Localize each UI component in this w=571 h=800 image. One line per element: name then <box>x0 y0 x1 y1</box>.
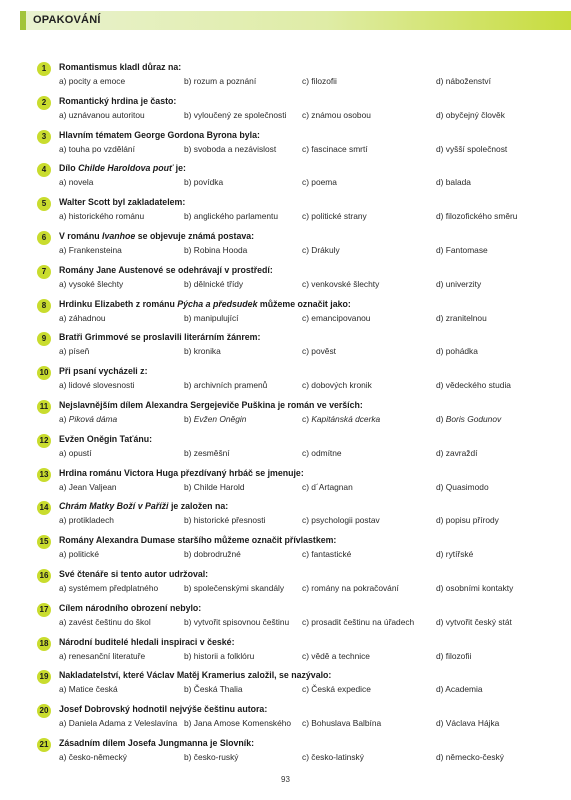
answer-option: c) Bohuslava Balbína <box>302 718 382 729</box>
question-number-badge: 18 <box>37 637 51 651</box>
answer-option: d) zranitelnou <box>436 312 487 323</box>
question-number-badge: 6 <box>37 231 51 245</box>
question-text-pre: Evžen Oněgin Taťánu: <box>59 433 153 444</box>
answer-option <box>302 414 380 425</box>
answer-options <box>0 245 571 257</box>
answer-option: a) systémem předplatného <box>59 583 159 593</box>
answer-option: d) Fantomase <box>436 245 488 255</box>
question-text-pre: Romantismus kladl důraz na: <box>59 62 182 72</box>
answer-option: a) Frankensteina <box>59 245 122 255</box>
answer-option: d) pohádka <box>436 346 478 357</box>
answer-options <box>0 279 571 291</box>
question-number-badge: 9 <box>37 332 51 346</box>
answer-options <box>0 313 571 325</box>
question-number-badge: 7 <box>37 265 51 279</box>
answer-option: d) německo-český <box>436 752 504 762</box>
answer-option: d) vyšší společnost <box>436 143 508 154</box>
answer-option: b) dobrodružné <box>184 549 241 560</box>
answer-option: b) vyloučený ze společnosti <box>184 109 287 120</box>
answer-option: a) opustí <box>59 447 92 458</box>
answer-option: c) Drákuly <box>302 245 340 255</box>
answer-option: d) obyčejný člověk <box>436 109 505 120</box>
question-text-post: je: <box>173 163 186 174</box>
answer-option: b) rozum a poznání <box>184 76 257 86</box>
answer-option: c) venkovské šlechty <box>302 278 380 289</box>
question-text-pre: Hrdina románu Victora Huga přezdívaný hrbáč se jmenuje: <box>59 467 304 478</box>
answer-option: a) Daniela Adama z Veleslavína <box>59 718 178 729</box>
answer-option: d) zavraždí <box>436 447 478 458</box>
answer-option: b) historii a folklóru <box>184 650 255 661</box>
answer-option: d) balada <box>436 177 471 188</box>
question-text-post: se objevuje známá postava: <box>135 231 255 241</box>
question-text <box>59 400 363 411</box>
answer-option: d) univerzity <box>436 278 482 289</box>
answer-option: c) filozofii <box>302 76 337 86</box>
answer-option: c) fascinace smrtí <box>302 143 368 154</box>
answer-options <box>0 651 571 663</box>
answer-option: c) psychologii postav <box>302 515 380 526</box>
answer-option: a) zavést češtinu do škol <box>59 616 151 627</box>
answer-option: b) Robina Hooda <box>184 245 248 255</box>
answer-option: a) pocity a emoce <box>59 76 126 86</box>
question-number-badge: 14 <box>37 501 51 515</box>
answer-options <box>0 177 571 189</box>
answer-option: d) vytvořit český stát <box>436 616 512 627</box>
answer-options <box>0 718 571 730</box>
answer-option-title: Boris Godunov <box>445 414 502 424</box>
answer-option: a) česko-německý <box>59 752 127 762</box>
question-text-pre: Nejslavnějším dílem Alexandra Sergejeviče Puškina je román ve verších: <box>59 400 363 410</box>
answer-option: d) Quasimodo <box>436 481 489 492</box>
question-item <box>0 637 571 667</box>
answer-options <box>0 482 571 494</box>
answer-option: d) Academia <box>436 684 483 695</box>
answer-option: b) česko-ruský <box>184 752 239 762</box>
answer-option-title: Piková dáma <box>68 414 118 424</box>
question-item <box>0 535 571 565</box>
question-item <box>0 163 571 193</box>
answer-option-title: Evžen Oněgin <box>193 414 247 424</box>
question-text <box>59 704 267 715</box>
question-text-italic: Ivanhoe <box>102 231 136 241</box>
answer-option: c) odmítne <box>302 447 342 458</box>
answer-option: d) filozofického směru <box>436 211 518 222</box>
answer-option: b) archivních pramenů <box>184 380 268 391</box>
question-item <box>0 738 571 768</box>
answer-option: b) vytvořit spisovnou češtinu <box>184 616 290 627</box>
question-number-badge: 19 <box>37 670 51 684</box>
question-text-pre: Josef Dobrovský hodnotil nejvýše češtinu autora: <box>59 704 268 715</box>
question-text <box>59 96 176 107</box>
answer-option: b) manipulující <box>184 312 239 323</box>
answer-option: a) Jean Valjean <box>59 481 117 492</box>
question-number-badge: 10 <box>37 366 51 380</box>
question-number-badge: 1 <box>37 62 51 76</box>
answer-option-letter: b) <box>184 414 194 424</box>
answer-option: c) Česká expedice <box>302 684 371 695</box>
answer-option: a) vysoké šlechty <box>59 278 124 289</box>
answer-option: b) Jana Amose Komenského <box>184 718 292 729</box>
answer-option: c) politické strany <box>302 211 367 222</box>
answer-option: c) dobových kronik <box>302 380 372 391</box>
answer-option: c) romány na pokračování <box>302 583 399 593</box>
answer-option: c) vědě a technice <box>302 650 370 661</box>
answer-option: c) česko-latinský <box>302 752 364 762</box>
answer-option: d) rytířské <box>436 549 474 560</box>
question-text-pre: Romány Alexandra Dumase staršího můžeme označit přívlastkem: <box>59 535 337 546</box>
answer-options <box>0 144 571 156</box>
question-text <box>59 299 351 310</box>
question-item <box>0 468 571 498</box>
question-number-badge: 3 <box>37 130 51 144</box>
answer-option: b) dělnické třídy <box>184 278 244 289</box>
answer-option: c) prosadit češtinu na úřadech <box>302 616 415 627</box>
answer-option: a) záhadnou <box>59 312 106 323</box>
answer-option: c) emancipovanou <box>302 312 371 323</box>
answer-option: a) novela <box>59 177 94 188</box>
question-text-pre: Walter Scott byl zakladatelem: <box>59 197 186 208</box>
answer-option: b) Childe Harold <box>184 481 245 492</box>
answer-option: d) filozofii <box>436 650 472 661</box>
answer-option: c) fantastické <box>302 549 352 560</box>
section-title: OPAKOVÁNÍ <box>33 14 101 26</box>
question-text-pre: V románu <box>59 231 103 241</box>
question-item <box>0 603 571 633</box>
question-number-badge: 16 <box>37 569 51 583</box>
answer-options <box>0 752 571 764</box>
question-text <box>59 332 260 343</box>
question-text <box>59 163 186 174</box>
answer-option-letter: d) <box>436 414 446 424</box>
question-text <box>59 366 148 377</box>
answer-options <box>0 549 571 561</box>
page-number: 93 <box>281 775 290 784</box>
question-item <box>0 332 571 362</box>
question-text-pre: Cílem národního obrození nebylo: <box>59 602 202 613</box>
answer-options <box>0 211 571 223</box>
answer-options <box>0 110 571 122</box>
question-number-badge: 11 <box>37 400 51 414</box>
question-text-pre: Bratři Grimmové se proslavili literárním žánrem: <box>59 332 261 343</box>
question-number-badge: 8 <box>37 299 51 313</box>
answer-option: b) kronika <box>184 346 221 357</box>
question-item <box>0 197 571 227</box>
question-text <box>59 231 254 242</box>
question-text <box>59 434 152 445</box>
answer-option: b) zesměšní <box>184 447 230 458</box>
answer-option: c) známou osobou <box>302 109 371 120</box>
question-text-pre: Nakladatelství, které Václav Matěj Kramerius založil, se nazývalo: <box>59 670 332 681</box>
question-text <box>59 670 331 681</box>
answer-option-letter: a) <box>59 414 69 424</box>
question-number-badge: 4 <box>37 163 51 177</box>
answer-option <box>184 414 246 425</box>
question-text-post: je založen na: <box>168 501 229 512</box>
question-text-pre: Při psaní vycházeli z: <box>59 366 148 377</box>
answer-option <box>436 414 501 425</box>
answer-option: d) náboženství <box>436 76 491 86</box>
answer-option: d) osobními kontakty <box>436 583 514 593</box>
question-item <box>0 501 571 531</box>
question-text <box>59 738 254 749</box>
answer-option: a) píseň <box>59 346 90 357</box>
question-item <box>0 704 571 734</box>
question-text <box>59 62 181 73</box>
question-item <box>0 670 571 700</box>
question-item <box>0 569 571 599</box>
question-text-italic: Pýcha a předsudek <box>177 298 258 309</box>
answer-option: d) vědeckého studia <box>436 380 511 391</box>
answer-option: a) protikladech <box>59 515 114 526</box>
answer-options <box>0 583 571 595</box>
question-text-pre: Hlavním tématem George Gordona Byrona byla: <box>59 129 260 140</box>
answer-option: a) renesanční literatuře <box>59 650 146 661</box>
question-text-italic: Chrám Matky Boží v Paříži <box>59 501 169 512</box>
question-item <box>0 265 571 295</box>
answer-options <box>0 380 571 392</box>
question-number-badge: 5 <box>37 197 51 211</box>
question-item <box>0 299 571 329</box>
question-item <box>0 400 571 430</box>
question-text <box>59 569 208 580</box>
question-text-pre: Hrdinku Elizabeth z románu <box>59 298 178 309</box>
answer-option: b) svoboda a nezávislost <box>184 143 277 154</box>
answer-options <box>0 346 571 358</box>
question-text-pre: Své čtenáře si tento autor udržoval: <box>59 569 209 579</box>
question-text <box>59 468 304 479</box>
answer-option: b) Česká Thalia <box>184 684 243 695</box>
answer-option: a) touha po vzdělání <box>59 143 135 154</box>
answer-option: d) Václava Hájka <box>436 718 500 729</box>
question-number-badge: 13 <box>37 468 51 482</box>
answer-options <box>0 448 571 460</box>
answer-option: a) historického románu <box>59 211 145 222</box>
question-number-badge: 15 <box>37 535 51 549</box>
question-text-italic: Childe Haroldova pouť <box>78 163 174 174</box>
answer-option <box>59 414 117 425</box>
question-number-badge: 21 <box>37 738 51 752</box>
question-item <box>0 62 571 92</box>
question-text <box>59 501 228 512</box>
question-text <box>59 130 260 141</box>
question-text-pre: Národní buditelé hledali inspiraci v české: <box>59 636 235 647</box>
answer-option: a) politické <box>59 549 100 560</box>
question-text <box>59 535 336 546</box>
question-item <box>0 96 571 126</box>
answer-option: b) historické přesnosti <box>184 515 266 526</box>
question-number-badge: 2 <box>37 96 51 110</box>
answer-options <box>0 414 571 426</box>
answer-option: c) pověst <box>302 346 336 357</box>
answer-option: a) Matice česká <box>59 684 118 695</box>
answer-options <box>0 617 571 629</box>
answer-option: c) poema <box>302 177 337 188</box>
question-number-badge: 20 <box>37 704 51 718</box>
question-item <box>0 231 571 261</box>
answer-option: b) povídka <box>184 177 224 188</box>
answer-option: b) společenskými skandály <box>184 583 285 593</box>
question-text-post: můžeme označit jako: <box>257 298 351 309</box>
answer-options <box>0 76 571 88</box>
answer-option-title: Kapitánská dcerka <box>311 414 381 424</box>
answer-option-letter: c) <box>302 414 312 424</box>
question-item <box>0 366 571 396</box>
question-item <box>0 434 571 464</box>
question-text <box>59 265 273 276</box>
question-text-pre: Romantický hrdina je často: <box>59 95 177 106</box>
question-text <box>59 197 185 208</box>
answer-option: d) popisu přírody <box>436 515 499 526</box>
question-text <box>59 603 201 614</box>
answer-option: a) lidové slovesnosti <box>59 380 135 391</box>
question-text-pre: Dílo <box>59 163 79 174</box>
answer-options <box>0 684 571 696</box>
question-number-badge: 12 <box>37 434 51 448</box>
answer-option: b) anglického parlamentu <box>184 211 279 222</box>
answer-option: a) uznávanou autoritou <box>59 109 145 120</box>
answer-option: c) d´Artagnan <box>302 481 353 492</box>
question-text-pre: Zásadním dílem Josefa Jungmanna je Slovník: <box>59 738 255 748</box>
question-number-badge: 17 <box>37 603 51 617</box>
question-item <box>0 130 571 160</box>
question-text-pre: Romány Jane Austenové se odehrávají v prostředí: <box>59 264 273 275</box>
question-text <box>59 637 235 648</box>
answer-options <box>0 515 571 527</box>
